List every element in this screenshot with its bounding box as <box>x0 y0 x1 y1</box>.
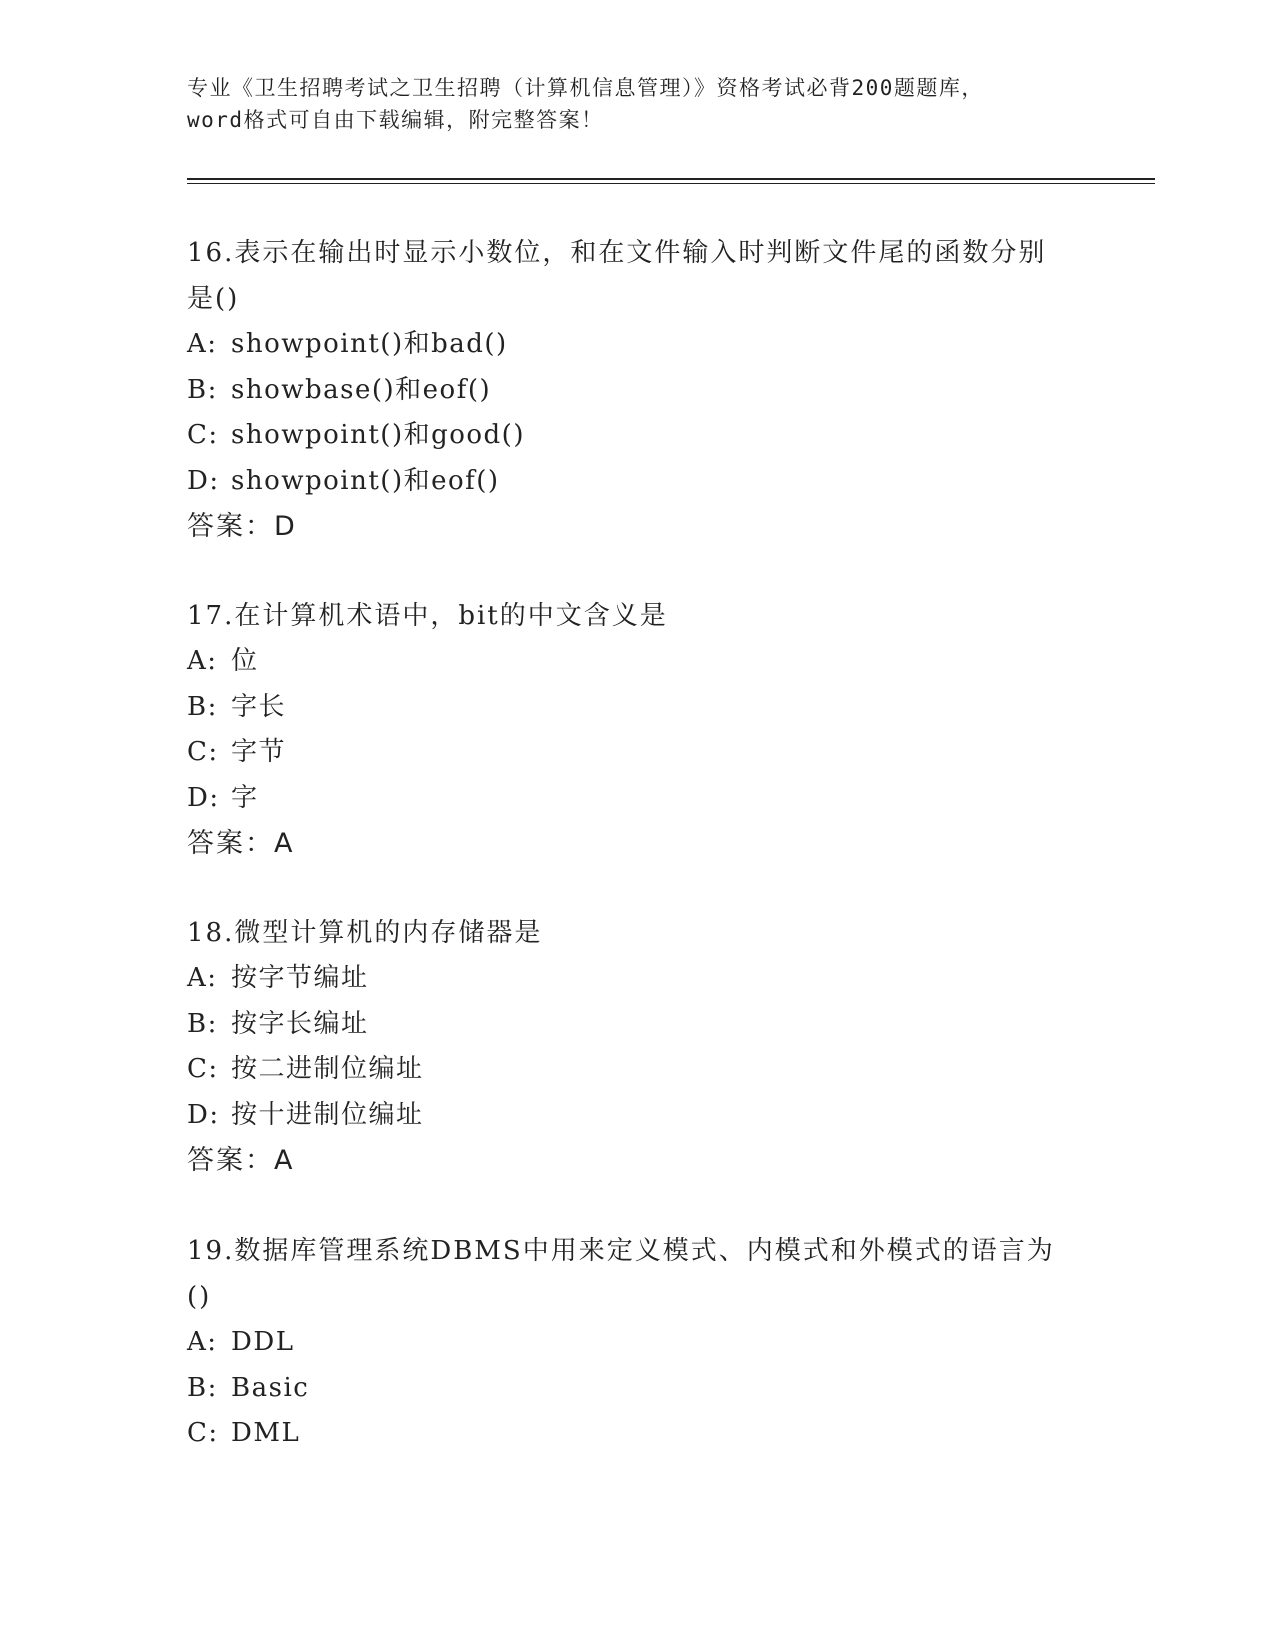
option-text: 字 <box>231 782 259 813</box>
option-text: 按十进制位编址 <box>231 1099 424 1130</box>
question-text-line: () <box>187 1282 212 1312</box>
option-d <box>187 776 1087 822</box>
option-c <box>187 1047 1087 1093</box>
option-letter: D: <box>187 1099 220 1130</box>
option-a <box>187 956 1087 1002</box>
header-divider-thin <box>187 183 1155 184</box>
option-letter: B: <box>187 1008 218 1039</box>
answer-line: 答案：D <box>187 511 297 542</box>
option-c <box>187 413 1087 459</box>
option-letter: D: <box>187 782 220 813</box>
answer-line: 答案：A <box>187 828 295 859</box>
option-c <box>187 1411 1087 1457</box>
option-letter: A: <box>187 963 218 993</box>
option-letter: A: <box>187 646 218 676</box>
question-17 <box>187 593 1087 867</box>
option-c <box>187 730 1087 776</box>
question-18 <box>187 910 1087 1184</box>
option-letter: A: <box>187 329 218 359</box>
option-d <box>187 459 1087 505</box>
option-b <box>187 368 1087 414</box>
answer-line: 答案：A <box>187 1145 295 1176</box>
option-letter: D: <box>187 465 220 496</box>
option-b <box>187 1366 1087 1412</box>
option-text: 按二进制位编址 <box>231 1054 424 1084</box>
option-text: showbase()和eof() <box>231 374 492 405</box>
option-letter: C: <box>187 420 219 450</box>
option-b <box>187 685 1087 731</box>
option-text: showpoint()和bad() <box>231 329 508 359</box>
header-divider-thick <box>187 178 1155 180</box>
option-letter: B: <box>187 691 218 722</box>
option-text: Basic <box>231 1372 310 1403</box>
option-text: 字长 <box>231 691 287 722</box>
option-d <box>187 1093 1087 1139</box>
question-text-line: 18.微型计算机的内存储器是 <box>187 918 543 948</box>
option-a <box>187 1320 1087 1366</box>
option-text: 字节 <box>231 737 287 767</box>
option-text: showpoint()和eof() <box>231 465 500 496</box>
option-letter: B: <box>187 374 218 405</box>
option-text: DDL <box>231 1327 295 1357</box>
document-header <box>187 72 1067 136</box>
header-line-2: word格式可自由下载编辑，附完整答案！ <box>187 108 604 132</box>
question-16 <box>187 230 1087 550</box>
option-letter: C: <box>187 1054 219 1084</box>
option-letter: C: <box>187 1418 219 1448</box>
option-a <box>187 639 1087 685</box>
question-text-line: 是() <box>187 284 240 314</box>
option-text: 按字节编址 <box>231 963 369 993</box>
option-letter: C: <box>187 737 219 767</box>
question-text-line: 17.在计算机术语中，bit的中文含义是 <box>187 601 668 631</box>
question-text-line: 16.表示在输出时显示小数位，和在文件输入时判断文件尾的函数分别 <box>187 238 1047 268</box>
question-text-line: 19.数据库管理系统DBMS中用来定义模式、内模式和外模式的语言为 <box>187 1236 1055 1266</box>
option-letter: B: <box>187 1372 218 1403</box>
option-text: 位 <box>231 646 259 676</box>
option-text: 按字长编址 <box>231 1008 369 1039</box>
option-text: showpoint()和good() <box>231 420 525 450</box>
option-a <box>187 322 1087 368</box>
option-b <box>187 1002 1087 1048</box>
question-19 <box>187 1228 1087 1457</box>
option-text: DML <box>231 1418 301 1448</box>
option-letter: A: <box>187 1327 218 1357</box>
header-line-1: 专业《卫生招聘考试之卫生招聘（计算机信息管理）》资格考试必背200题题库， <box>187 76 984 100</box>
